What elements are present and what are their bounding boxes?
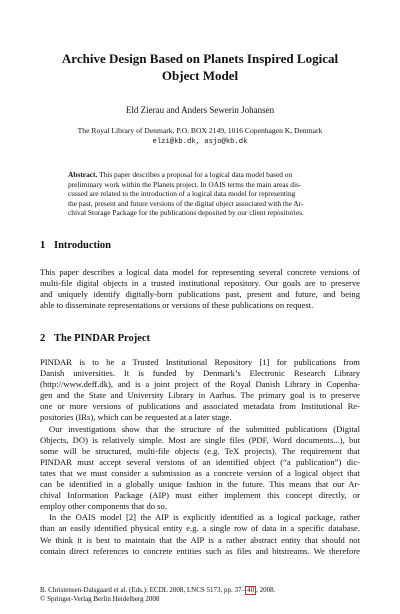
section-title: The PINDAR Project [54, 333, 151, 344]
body-line: PINDAR must accept several versions of an identified object (“a publication”) dic- [40, 456, 360, 467]
body-line: Objects, DO) is relatively simple. Most are single files (PDF, Word documents...), but [40, 434, 360, 445]
body-line: than an easily identified physical entity e.g. a single row of data in a specific database. [40, 523, 360, 534]
body-line: Danish universities. It is funded by Denmark’s Electronic Research Library [40, 368, 360, 379]
abstract-line: chival Storage Package for the publications deposited by our client repositories. [68, 208, 304, 218]
body-line: PINDAR is to be a Trusted Institutional Repository [1] for publications from [40, 357, 360, 367]
body-line: contain direct references to concrete entities such as files and bitstreams. We therefore [40, 545, 360, 556]
footer-copyright: © Springer-Verlag Berlin Heidelberg 2008 [40, 595, 160, 603]
title-line-2: Object Model [161, 68, 239, 83]
section-number: 2 [40, 333, 46, 344]
section-introduction-body [40, 267, 360, 311]
paper-title [40, 50, 360, 84]
body-line: In the OAIS model [2] the AIP is explicitly identified as a logical package, rather [49, 512, 360, 523]
body-line: chival Information Package (AIP) must either implement this concept directly, or [40, 490, 360, 501]
paper-authors: Eld Zierau and Anders Sewerin Johansen [125, 105, 275, 115]
body-line: able to disseminate representations or versions of these publications on request. [40, 300, 314, 311]
body-line: and uniquely identify digitally-born publications past, present and future, and being [40, 289, 360, 300]
page-number-link[interactable]: 40 [247, 586, 255, 594]
section-pindar-body [40, 357, 360, 557]
section-number: 1 [40, 240, 46, 251]
affiliation-address: The Royal Library of Denmark, P.O. BOX 2149, 1016 Copenhagen K, Denmark [77, 126, 323, 135]
body-line: multi-file digital objects in a trusted institutional repository. Our goals are to preserve [40, 278, 360, 289]
body-line: gen and the State and University Library in Aarhus. The primary goal is to preserve [40, 390, 360, 401]
footer-citation: B. Christensen-Dalsgaard et al. (Eds.): ECDL 2008, LNCS 5173, pp. 37– 40 , 2008. [40, 586, 276, 594]
section-heading-pindar [40, 332, 150, 345]
author-emails: elzi@kb.dk, asjo@kb.dk [152, 137, 248, 146]
author-affiliation [40, 126, 360, 147]
body-line: This paper describes a logical data model for representing several concrete versions of [40, 267, 360, 277]
abstract-line: Abstract. This paper describes a proposal for a logical data model based on [68, 170, 293, 179]
body-line: (http://www.deff.dk), and is a joint project of the Royal Danish Library in Copenha- [40, 379, 360, 390]
body-line: Our investigations show that the structure of the submitted publications (Digital [49, 423, 360, 434]
title-line-1: Archive Design Based on Planets Inspired Logical [61, 51, 339, 66]
body-line: tates that we must consider a submission as a concrete version of a logical object that [40, 467, 360, 478]
body-line: one or more versions of publications and associated metadata from Institutional Re- [40, 401, 360, 412]
abstract-line: cussed are related to the introduction of a logical data model for representing [68, 189, 296, 199]
body-line: positories (IRs), which can be requested at a later stage. [40, 412, 232, 423]
body-line: employ other components that do so. [40, 501, 167, 512]
page-footer [40, 586, 360, 604]
section-heading-introduction [40, 239, 111, 252]
abstract [68, 170, 332, 218]
body-line: can be identified in a globally unique fashion in the future. This means that our Ar- [40, 479, 360, 490]
section-title: Introduction [54, 240, 111, 251]
abstract-label: Abstract. [68, 170, 98, 179]
body-line: some will be structured, multi-file objects (e.g. TeX projects). The requirement that [40, 445, 360, 456]
abstract-line: preliminary work within the Planets project. In OAIS terms the main areas dis- [68, 179, 302, 189]
body-line: We think it is best to maintain that the AIP is a rather abstract entity that should not [40, 534, 360, 545]
abstract-line: the past, present and future versions of the digital object associated with the Ar- [68, 198, 304, 208]
